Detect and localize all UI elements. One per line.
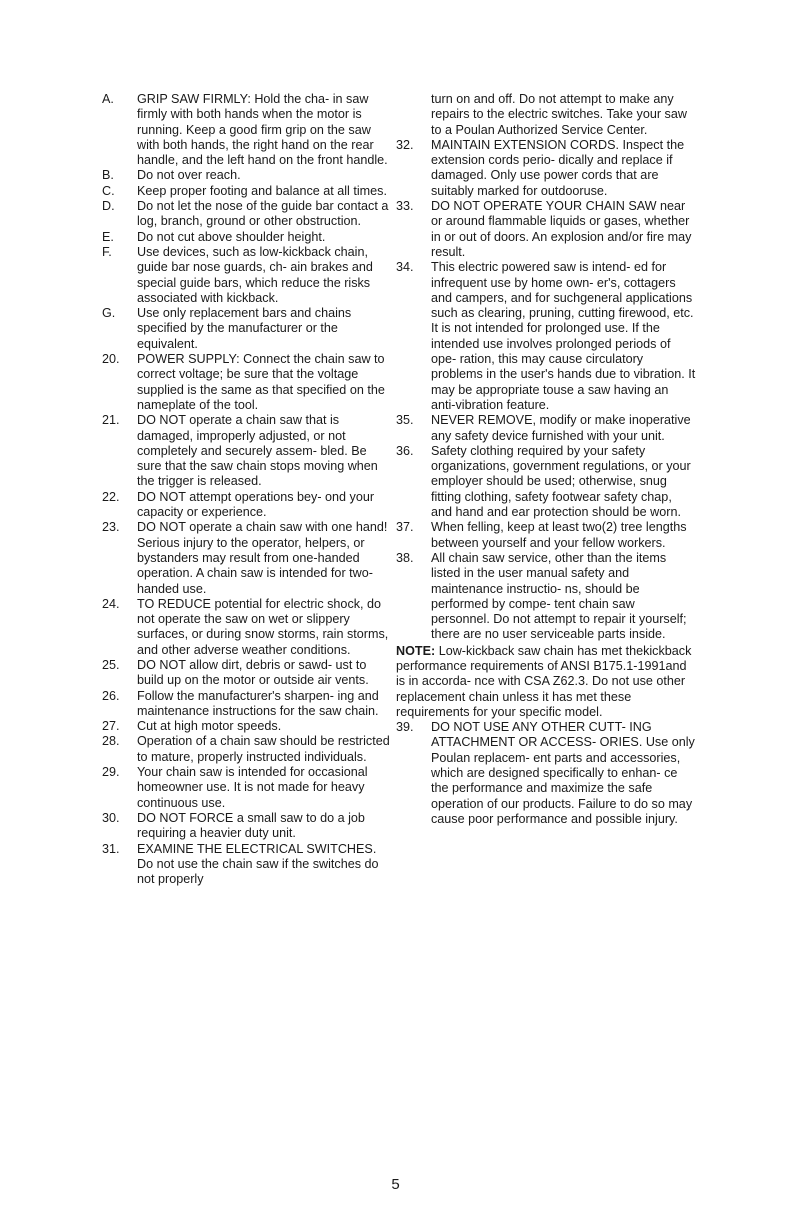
instruction-item-39 (396, 720, 696, 827)
item-text: DO NOT operate a chain saw that is damaged, improperly adjusted, or not completely and securely assem- bled. Be sure that the saw chain stops moving when the trigger is released. (137, 413, 378, 489)
instruction-item (396, 199, 696, 260)
item-text: Safety clothing required by your safety organizations, government regulations, or your employer should be used; otherwise, snug fitting clothing, safety footwear safety chap, and hand and ear protection should be worn. (431, 443, 691, 520)
item-label: 25. (102, 657, 120, 672)
instruction-item (396, 138, 696, 199)
item-text: Your chain saw is intended for occasional homeowner use. It is not made for heavy continuous use. (137, 765, 368, 810)
instruction-item (102, 230, 392, 245)
item-text: DO NOT attempt operations bey- ond your capacity or experience. (137, 489, 375, 520)
item-text: DO NOT FORCE a small saw to do a job requiring a heavier duty unit. (137, 810, 365, 841)
note-label: NOTE: (396, 643, 436, 658)
item-label: 22. (102, 489, 120, 504)
item-label: D. (102, 199, 115, 214)
instruction-item (396, 260, 696, 413)
instruction-item (396, 413, 696, 444)
item-text: turn on and off. Do not attempt to make any repairs to the electric switches. Take your saw to a Poulan Authorized Service Center. (431, 92, 687, 137)
instruction-item (102, 490, 392, 521)
item-text: DO NOT operate a chain saw with one hand! Serious injury to the operator, helpers, or bystanders may result from one-handed operation. A chain saw is intended for two-handed use. (137, 520, 388, 596)
item-label: A. (102, 92, 114, 106)
instruction-item (102, 719, 392, 734)
instruction-item (102, 765, 392, 811)
instruction-item (102, 92, 392, 168)
instruction-item (396, 520, 696, 551)
right-column-items (396, 92, 696, 643)
item-text: Cut at high motor speeds. (137, 719, 282, 734)
item-label: 20. (102, 352, 120, 367)
instruction-item (102, 245, 392, 306)
item-text: This electric powered saw is intend- ed for infrequent use by home own- er's, cottagers and campers, and for suchgeneral applications such as clearing, pruning, cutting firewood, etc. It is not intended for prolonged use. If the intended use involves prolonged periods of ope- ration, this may cause circulatory problems in the user's hands due to vibration. It may be appropriate touse a saw having an anti-vibration feature. (431, 260, 696, 412)
instruction-item (102, 658, 392, 689)
item-label: G. (102, 306, 116, 321)
item-label: 27. (102, 719, 120, 734)
instruction-item (102, 352, 392, 413)
item-text: DO NOT allow dirt, debris or sawd- ust to build up on the motor or outside air vents. (137, 657, 369, 688)
instruction-item (102, 168, 392, 183)
item-label: 34. (396, 260, 414, 275)
item-label: 29. (102, 765, 120, 780)
item-label: 36. (396, 443, 414, 458)
item-text: Do not cut above shoulder height. (137, 229, 326, 244)
item-text: Use only replacement bars and chains specified by the manufacturer or the equivalent. (137, 306, 352, 351)
item-text: Do not over reach. (137, 168, 241, 183)
item-label: 24. (102, 596, 120, 611)
item-text: NEVER REMOVE, modify or make inoperative any safety device furnished with your unit. (431, 413, 691, 443)
instruction-item (102, 306, 392, 352)
instruction-item (396, 92, 696, 138)
note-paragraph (396, 644, 696, 720)
item-label: 31. (102, 841, 120, 856)
item-label: E. (102, 229, 114, 244)
instruction-item (102, 811, 392, 842)
instruction-item (396, 444, 696, 520)
instruction-item (102, 689, 392, 720)
item-text: DO NOT USE ANY OTHER CUTT- ING ATTACHMENT OR ACCESS- ORIES. Use only Poulan replacem- ent parts and accessories, which are designed specifically to enhan- ce the performance and maximize the safe operation of our products. Failure to do so may cause poor performance and possible injury. (431, 720, 695, 826)
item-text: Operation of a chain saw should be restricted to mature, properly instructed individuals. (137, 734, 390, 764)
item-text: TO REDUCE potential for electric shock, do not operate the saw on wet or slippery surfaces, or during snow storms, rain storms, and other adverse weather conditions. (137, 596, 389, 657)
item-label: 30. (102, 810, 120, 825)
item-text: EXAMINE THE ELECTRICAL SWITCHES. Do not use the chain saw if the switches do not properly (137, 841, 379, 887)
item-label: 38. (396, 550, 414, 565)
item-text: GRIP SAW FIRMLY: Hold the cha- in saw firmly with both hands when the motor is running. Keep a good firm grip on the saw with both hands, the right hand on the rear handle, and the left hand on the front handle. (137, 92, 388, 168)
item-label: 39. (396, 720, 414, 735)
page-number: 5 (391, 1176, 400, 1193)
item-text: When felling, keep at least two(2) tree lengths between yourself and your fellow workers. (431, 520, 687, 550)
item-label (396, 92, 431, 138)
instruction-item (102, 520, 392, 596)
item-text: Follow the manufacturer's sharpen- ing and maintenance instructions for the saw chain. (137, 688, 379, 718)
instruction-item (102, 184, 392, 199)
item-text: POWER SUPPLY: Connect the chain saw to correct voltage; be sure that the voltage supplied is the same as that specified on the nameplate of the tool. (137, 352, 385, 412)
item-label: 33. (396, 199, 414, 214)
item-label: F. (102, 244, 112, 259)
instruction-item (396, 551, 696, 643)
item-label: 37. (396, 520, 414, 535)
note-text: Low-kickback saw chain has met thekickback performance requirements of ANSI B175.1-1991and is in accorda- nce with CSA Z62.3. Do not use other replacement chain unless it has met these requirements for your specific model. (396, 643, 692, 719)
instruction-item (102, 597, 392, 658)
right-column (396, 92, 696, 827)
item-label: 35. (396, 413, 414, 428)
item-label: B. (102, 168, 114, 183)
item-label: C. (102, 183, 115, 198)
instruction-item (102, 413, 392, 489)
item-label: 32. (396, 137, 414, 152)
left-column (102, 92, 392, 887)
item-text: All chain saw service, other than the items listed in the user manual safety and maintenance instructio- ns, should be performed by compe- tent chain saw personnel. Do not attempt to repair it yourself; there are no user serviceable parts inside. (431, 550, 687, 642)
instruction-item (102, 199, 392, 230)
item-label: 23. (102, 520, 120, 535)
instruction-item (102, 734, 392, 765)
item-label: 21. (102, 413, 120, 428)
item-text: Do not let the nose of the guide bar contact a log, branch, ground or other obstruction. (137, 199, 389, 229)
instruction-item (102, 842, 392, 888)
item-text: DO NOT OPERATE YOUR CHAIN SAW near or around flammable liquids or gases, whether in or out of doors. An explosion and/or fire may result. (431, 199, 692, 259)
item-text: Keep proper footing and balance at all times. (137, 183, 387, 198)
item-text: Use devices, such as low-kickback chain, guide bar nose guards, ch- ain brakes and special guide bars, which reduce the risks associated with kickback. (137, 244, 373, 305)
item-label: 26. (102, 688, 120, 703)
item-label: 28. (102, 734, 120, 749)
item-text: MAINTAIN EXTENSION CORDS. Inspect the extension cords perio- dically and replace if damaged. Only use power cords that are suitably marked for outdooruse. (431, 137, 685, 198)
